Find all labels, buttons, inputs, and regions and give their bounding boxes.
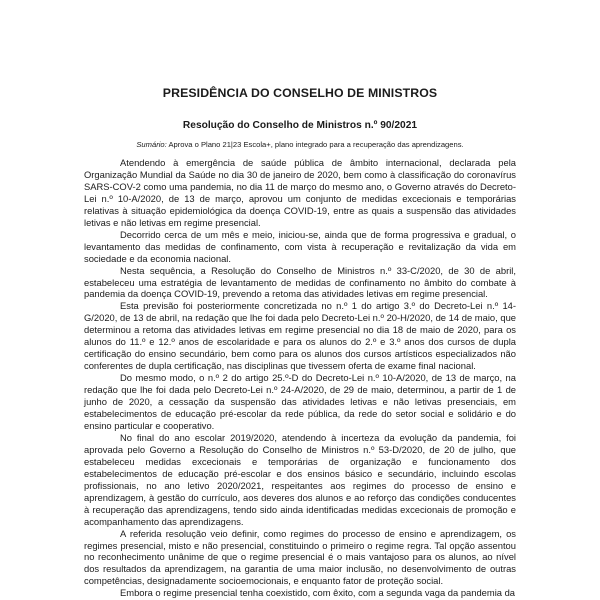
paragraph: Esta previsão foi posteriormente concretizada no n.º 1 do artigo 3.º do Decreto-Lei n.º 14-G/2020, de 13 de abril, na redação que lhe foi dada pelo Decreto-Lei n.º 20-H/2020, de 14 de maio, que determinou a retoma das atividades letivas em regime presencial no dia 18 de maio de 2020, para os alunos do 11.º e 12.º anos de escolaridade e para os alunos do 2.º e 3.º anos dos cursos de dupla certificação do ensino secundário, bem como para os alunos dos cursos artísticos especializados não conferentes de dupla certificação, nas disciplinas que tivessem oferta de exame final nacional. [84,300,516,372]
paragraph: A referida resolução veio definir, como regimes do processo de ensino e aprendizagem, os regimes presencial, misto e não presencial, constituindo o primeiro o regime regra. Tal opção assentou no reconhecimento unânime de que o regime presencial é o mais vantajoso para os alunos, ao nível dos resultados da aprendizagem, na garantia de uma maior inclusão, no desenvolvimento de outras competências, designadamente socioemocionais, e enquanto fator de proteção social. [84,527,516,587]
paragraph: Decorrido cerca de um mês e meio, iniciou-se, ainda que de forma progressiva e gradual, o levantamento das medidas de confinamento, com vista à recuperação e revitalização da vida em sociedade e da economia nacional. [84,228,516,264]
paragraph: No final do ano escolar 2019/2020, atendendo à incerteza da evolução da pandemia, foi aprovada pelo Governo a Resolução do Conselho de Ministros n.º 53-D/2020, de 20 de julho, que estabeleceu medidas excecionais e temporárias de organização e funcionamento dos estabelecimentos de educação pré-escolar e dos ensinos básico e secundário, incluindo escolas profissionais, no ano letivo 2020/2021, respeitantes aos regimes do processo de ensino e aprendizagem, à gestão do currículo, aos deveres dos alunos e ao reforço das condições conducentes à recuperação das aprendizagens, tendo sido ainda identificadas medidas excecionais de promoção e acompanhamento das aprendizagens. [84,431,516,527]
paragraph: Atendendo à emergência de saúde pública de âmbito internacional, declarada pela Organização Mundial da Saúde no dia 30 de janeiro de 2020, bem como à classificação do coronavírus SARS-COV-2 como uma pandemia, no dia 11 de março do mesmo ano, o Governo através do Decreto-Lei n.º 10-A/2020, de 13 de março, aprovou um conjunto de medidas excecionais e temporárias relativas à situação epidemiológica da doença COVID-19, entre as quais a suspensão das atividades letivas e não letivas em regime presencial. [84,157,516,228]
paragraph: Do mesmo modo, o n.º 2 do artigo 25.º-D do Decreto-Lei n.º 10-A/2020, de 13 de março, na redação que lhe foi dada pelo Decreto-Lei n.º 24-A/2020, de 29 de maio, determinou, a partir de 1 de junho de 2020, a cessação da suspensão das atividades letivas e não letivas presenciais, em estabelecimentos de educação pré-escolar da rede pública, da rede do setor social e solidário e do ensino particular e cooperativo. [84,372,516,431]
summary-text: Aprova o Plano 21|23 Escola+, plano integrado para a recuperação das aprendizagens. [168,140,464,149]
resolution-title: Resolução do Conselho de Ministros n.º 90/2021 [182,120,418,131]
summary-line [84,140,516,149]
paragraph: Nesta sequência, a Resolução do Conselho de Ministros n.º 33-C/2020, de 30 de abril, estabeleceu uma estratégia de levantamento de medidas de confinamento no âmbito do combate à pandemia da doença COVID-19, prevendo a retoma das atividades letivas em regime presencial. [84,264,516,300]
document-heading: PRESIDÊNCIA DO CONSELHO DE MINISTROS [162,86,438,100]
paragraph: Embora o regime presencial tenha coexistido, com êxito, com a segunda vaga da pandemia da [120,587,516,599]
summary-label: Sumário: [136,140,167,149]
body-text [84,157,516,599]
